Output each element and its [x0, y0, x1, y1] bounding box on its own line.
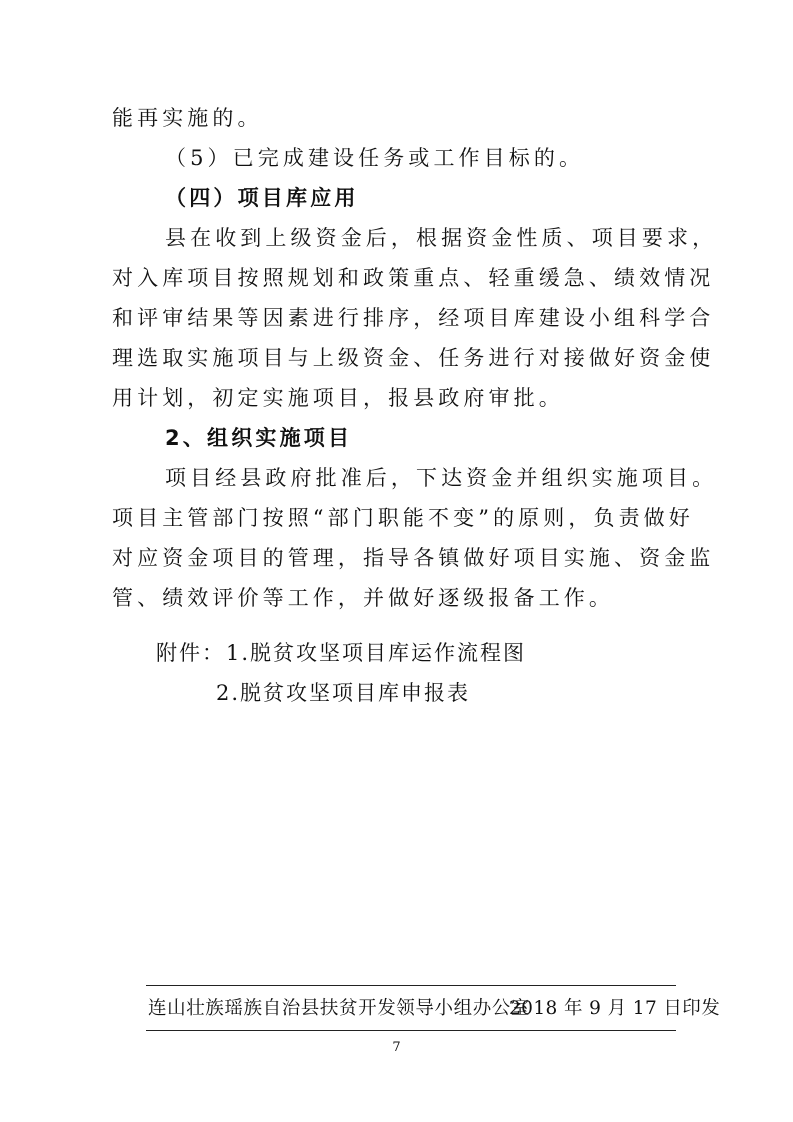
body-line: 县在收到上级资金后，根据资金性质、项目要求，: [165, 226, 718, 250]
subsection-heading: 2、组织实施项目: [165, 426, 353, 450]
footer-bottom-rule: [146, 1030, 676, 1031]
body-line: 管、绩效评价等工作，并做好逐级报备工作。: [112, 586, 614, 610]
footer-issuer: 连山壮族瑶族自治县扶贫开发领导小组办公室: [148, 998, 531, 1019]
body-line: （5）已完成建设任务或工作目标的。: [165, 146, 585, 170]
attachment-item: 1.脱贫攻坚项目库运作流程图: [226, 641, 527, 665]
section-heading: （四）项目库应用: [165, 186, 359, 210]
body-line: 对应资金项目的管理，指导各镇做好项目实施、资金监: [112, 546, 715, 570]
body-line: 对入库项目按照规划和政策重点、轻重缓急、绩效情况: [112, 266, 715, 290]
footer-top-rule: [146, 985, 676, 986]
attachment-item: 2.脱贫攻坚项目库申报表: [216, 681, 471, 705]
body-line: 项目经县政府批准后，下达资金并组织实施项目。: [165, 466, 718, 490]
body-line: 用计划，初定实施项目，报县政府审批。: [112, 386, 564, 410]
body-line: 项目主管部门按照“部门职能不变”的原则，负责做好: [112, 506, 694, 530]
attachments-label: 附件：: [156, 641, 225, 665]
page-number: 7: [392, 1040, 401, 1055]
body-line: 和评审结果等因素进行排序，经项目库建设小组科学合: [112, 306, 715, 330]
body-line: 能再实施的。: [112, 106, 263, 130]
body-line: 理选取实施项目与上级资金、任务进行对接做好资金使: [112, 346, 715, 370]
footer-date: 2018 年 9 月 17 日印发: [509, 998, 721, 1019]
